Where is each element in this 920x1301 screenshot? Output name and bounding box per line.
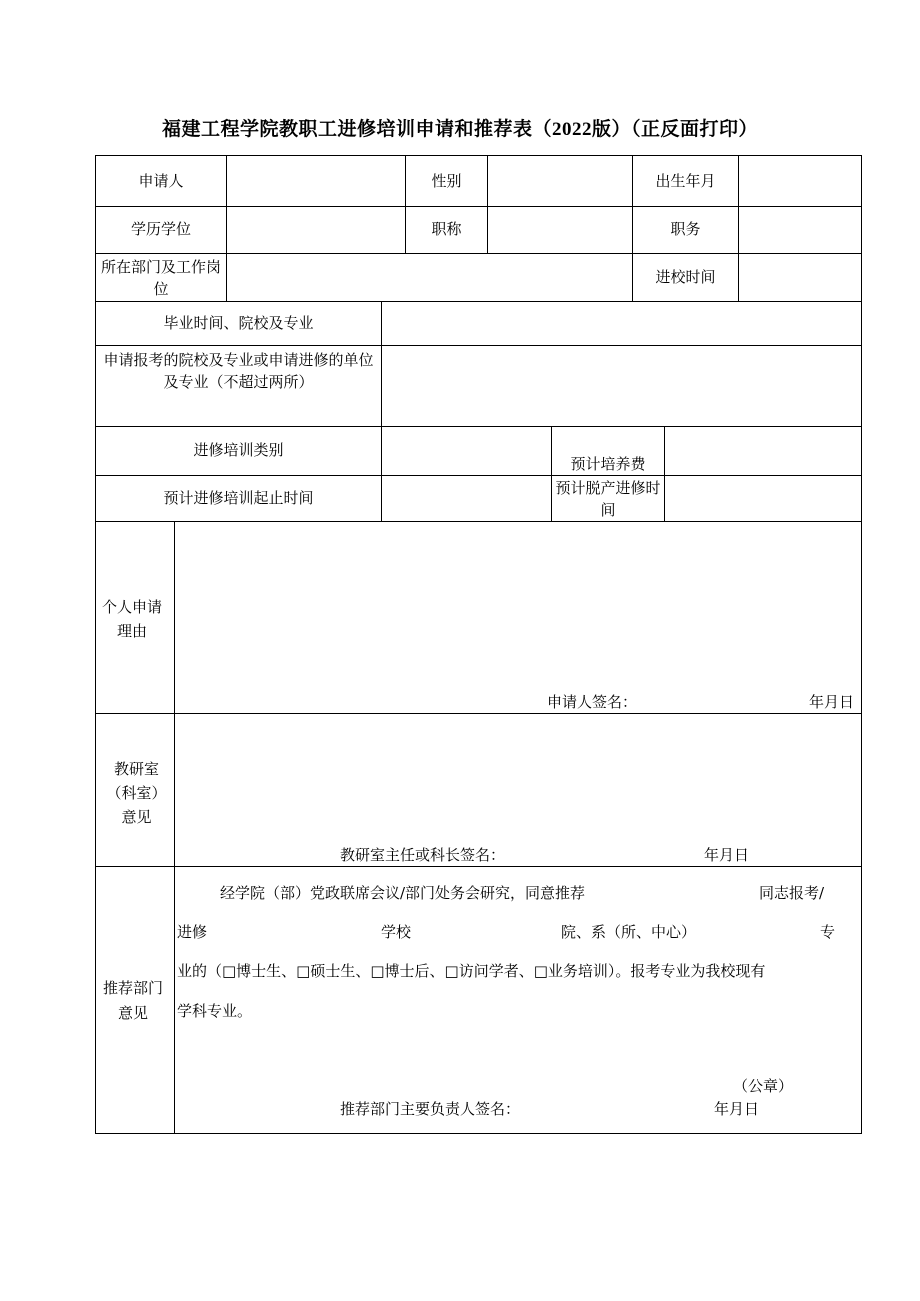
label-join-time: 进校时间 <box>655 268 716 286</box>
label-target-school: 申请报考的院校及专业或申请进修的单位及专业（不超过两所） <box>103 351 374 391</box>
label-offwork-time: 预计脱产进修时间 <box>555 479 661 519</box>
label-birth: 出生年月 <box>655 172 716 190</box>
label-est-period: 预计进修培训起止时间 <box>163 489 314 507</box>
applicant-signature: 申请人签名： <box>547 693 638 711</box>
recommend-date: 年月日 <box>714 1100 760 1118</box>
recommend-line2b: 学校 <box>381 923 412 941</box>
recommend-line2a: 进修 <box>177 923 208 941</box>
recommend-line2d: 专 <box>820 923 836 941</box>
recommend-line2c: 院、系（所、中心） <box>561 923 697 941</box>
label-department-opinion: 教研室（科室）意见 <box>106 760 167 826</box>
label-applicant: 申请人 <box>138 172 184 190</box>
official-seal-label: （公章） <box>733 1077 794 1095</box>
label-recommend-opinion: 推荐部门意见 <box>102 979 163 1022</box>
label-training-type: 进修培训类别 <box>193 441 284 459</box>
label-personal-reason: 个人申请理由 <box>101 598 162 640</box>
label-graduation: 毕业时间、院校及专业 <box>163 314 314 332</box>
label-education: 学历学位 <box>130 220 191 238</box>
recommend-line3: 业的（□博士生、□硕士生、□博士后、□访问学者、□业务培训）。报考专业为我校现有 <box>177 962 766 980</box>
recommend-line4: 学科专业。 <box>177 1002 253 1020</box>
label-dept-post: 所在部门及工作岗位 <box>100 258 221 298</box>
label-title-rank: 职称 <box>431 220 462 238</box>
label-gender: 性别 <box>431 172 462 190</box>
dept-head-signature: 教研室主任或科长签名： <box>340 846 506 864</box>
recommend-head-signature: 推荐部门主要负责人签名： <box>340 1100 521 1118</box>
applicant-date: 年月日 <box>809 693 855 711</box>
form-title: 福建工程学院教职工进修培训申请和推荐表（2022版）（正反面打印） <box>161 118 759 140</box>
label-est-cost: 预计培养费 <box>570 455 646 473</box>
label-position: 职务 <box>670 220 701 238</box>
recommend-line1b: 同志报考/ <box>759 884 825 902</box>
dept-date: 年月日 <box>704 846 750 864</box>
recommend-line1a: 经学院（部）党政联席会议/部门处务会研究，同意推荐 <box>220 884 586 902</box>
